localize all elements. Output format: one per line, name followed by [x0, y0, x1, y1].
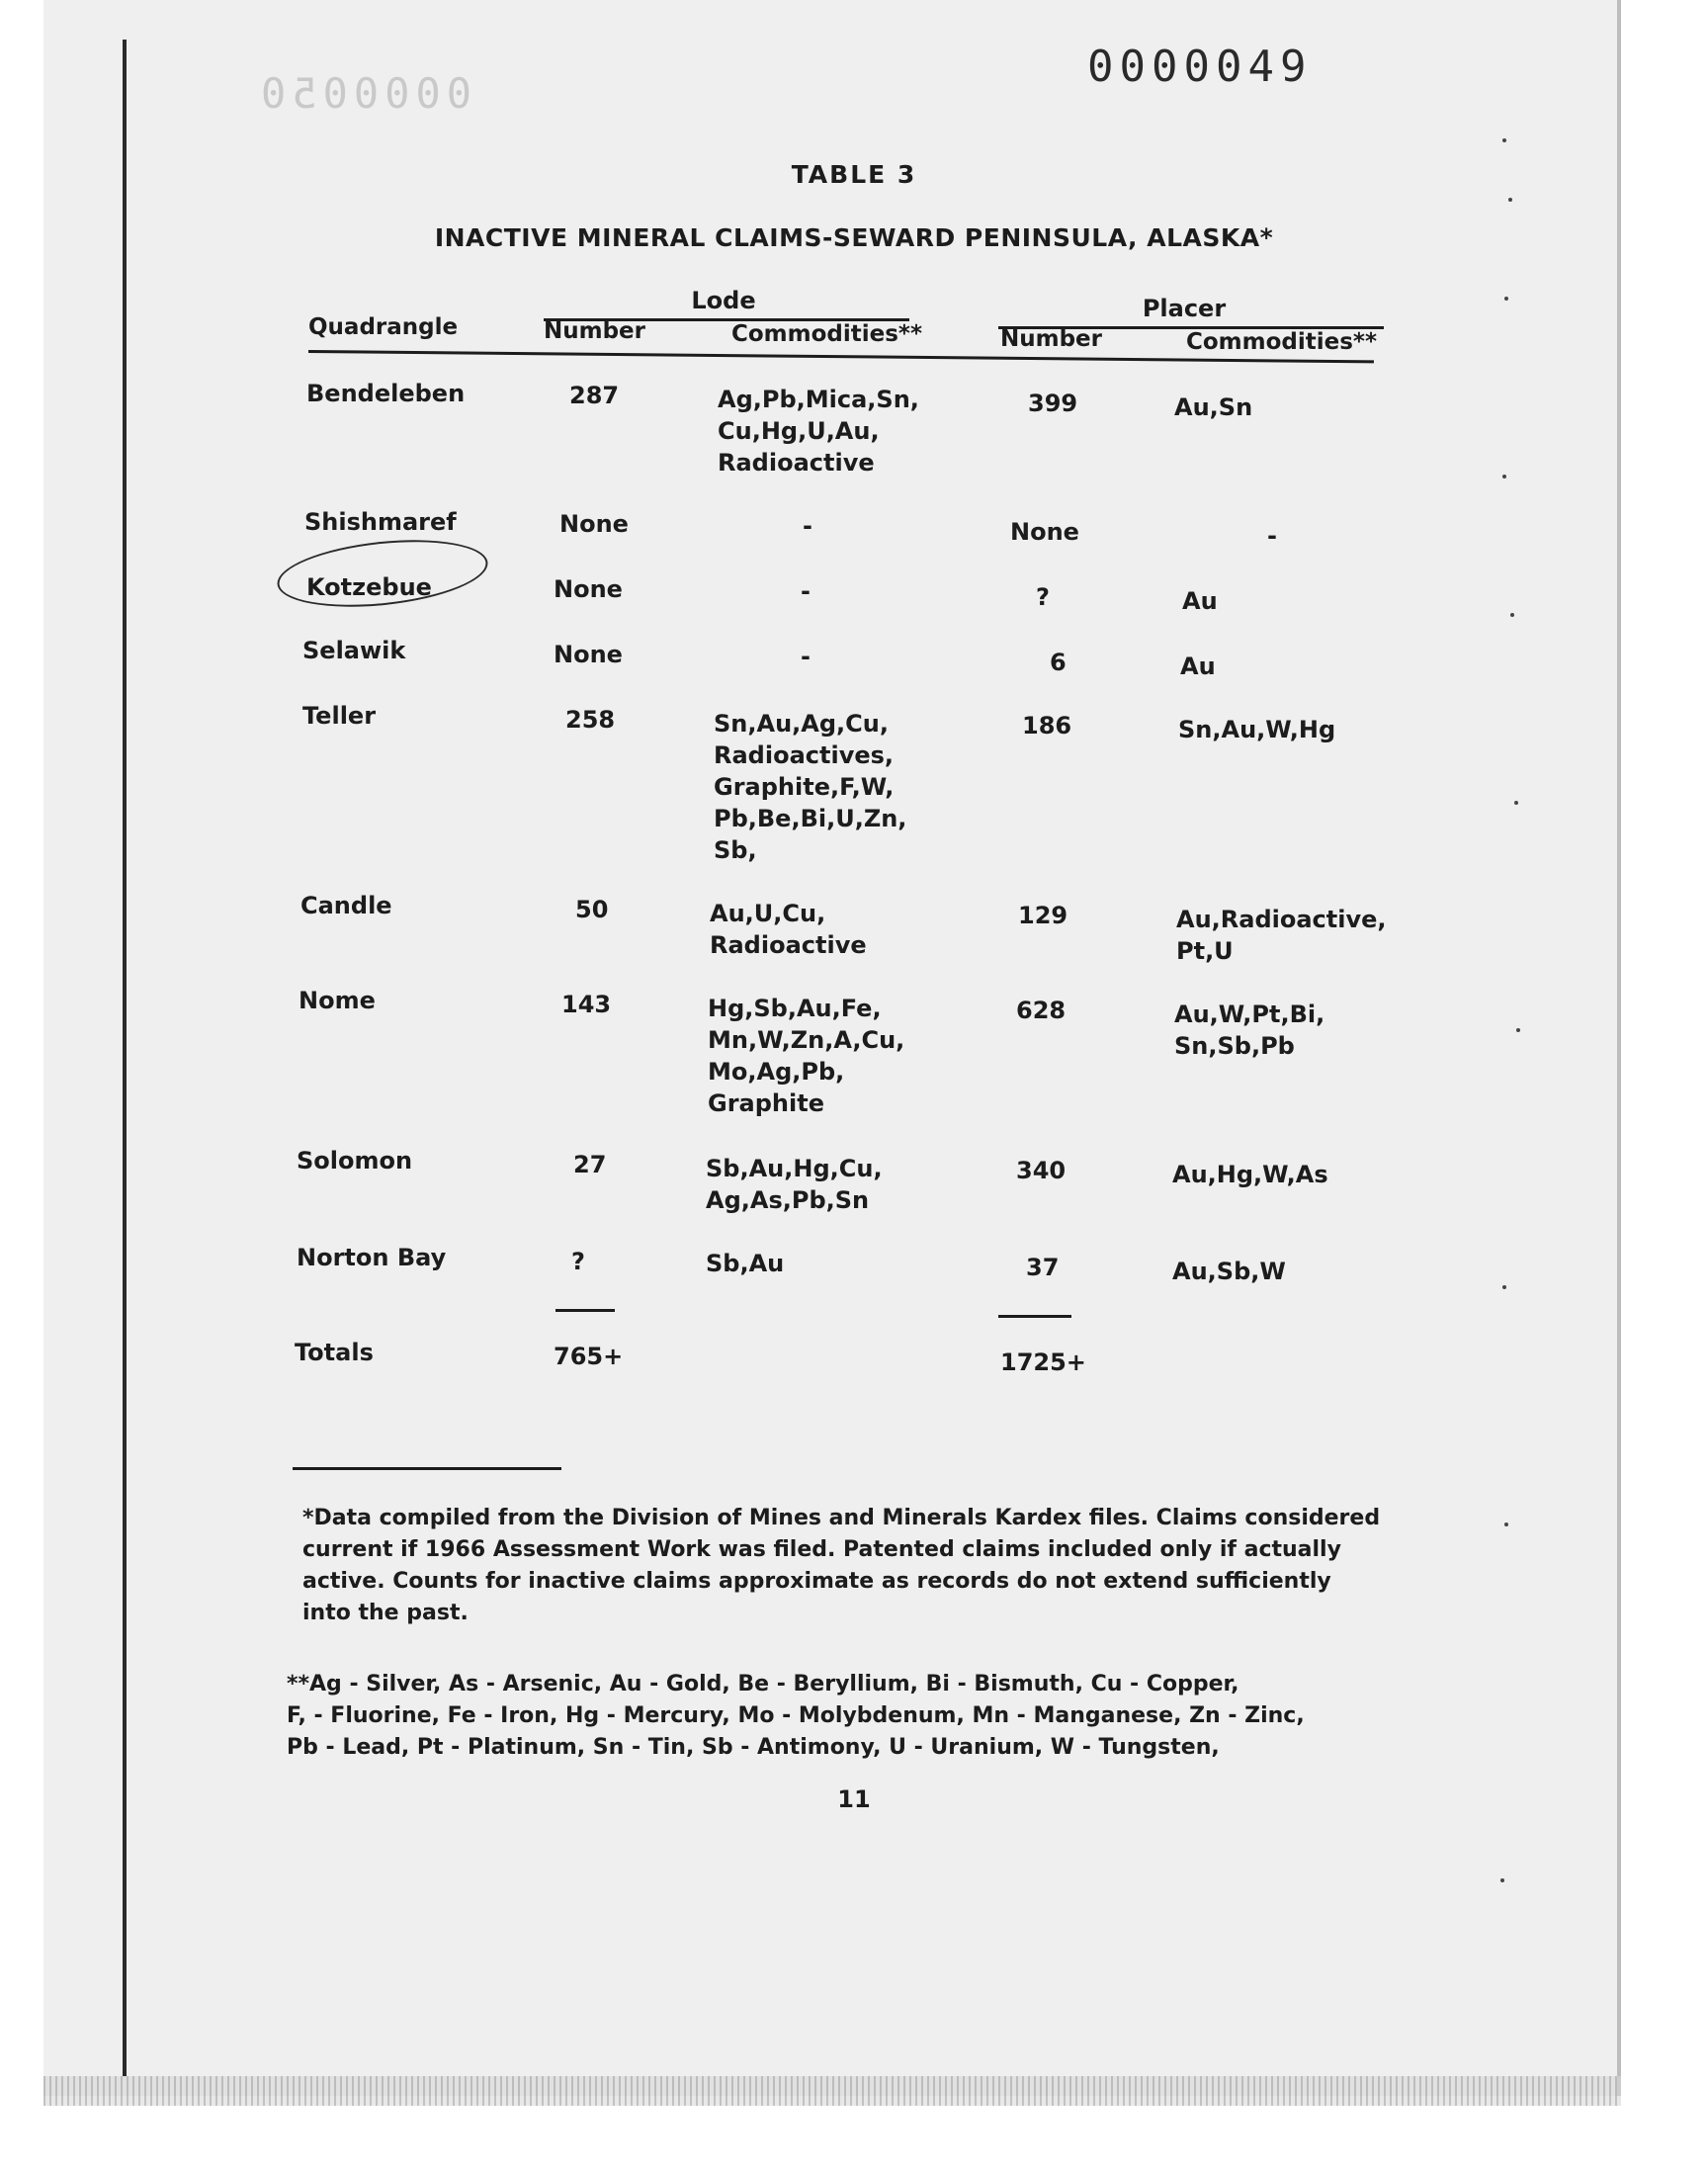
row-norton-bay-quadrangle: Norton Bay [297, 1244, 447, 1271]
row-kotzebue-lode-commodities: - [801, 577, 811, 605]
row-shishmaref-quadrangle: Shishmaref [304, 508, 457, 536]
row-kotzebue-lode-number: None [554, 575, 623, 603]
page-right-edge [1617, 0, 1621, 2096]
placer-total-rule [998, 1315, 1071, 1318]
header-lode-number: Number [544, 318, 645, 344]
row-norton-bay-placer-number: 37 [1026, 1254, 1060, 1281]
bleed-through-stamp: 0000050 [255, 69, 472, 118]
row-nome-lode-number: 143 [561, 991, 612, 1018]
row-solomon-quadrangle: Solomon [297, 1147, 413, 1174]
scan-speck [1502, 1285, 1506, 1289]
row-norton-bay-lode-commodities: Sb,Au [706, 1250, 785, 1277]
row-selawik-placer-commodities: Au [1180, 652, 1216, 680]
row-solomon-placer-commodities: Au,Hg,W,As [1172, 1161, 1328, 1188]
row-kotzebue-placer-commodities: Au [1182, 587, 1218, 615]
row-candle-quadrangle: Candle [300, 892, 392, 919]
row-candle-placer-commodities: Au,Radioactive, Pt,U [1176, 906, 1387, 965]
scan-speck [1500, 1878, 1504, 1882]
row-nome-placer-commodities: Au,W,Pt,Bi, Sn,Sb,Pb [1174, 1000, 1325, 1060]
footnote-data-source: *Data compiled from the Division of Mines and Minerals Kardex files. Claims considered current if 1966 Assessment Work was filed. Patented claims included only if actually active. Counts for inactive claims approximate as records do not extend sufficiently into the past. [302, 1506, 1381, 1625]
totals-label: Totals [295, 1339, 374, 1366]
row-candle-lode-commodities: Au,U,Cu, Radioactive [710, 900, 867, 959]
row-selawik-quadrangle: Selawik [302, 637, 406, 664]
row-candle-placer-number: 129 [1018, 902, 1068, 929]
row-teller-lode-number: 258 [565, 706, 616, 734]
scan-speck [1510, 613, 1514, 617]
row-nome-lode-commodities: Hg,Sb,Au,Fe, Mn,W,Zn,A,Cu, Mo,Ag,Pb, Graphite [708, 995, 905, 1117]
scan-speck [1504, 297, 1508, 301]
header-placer-number: Number [1000, 326, 1102, 352]
row-kotzebue-placer-number: ? [1036, 583, 1050, 611]
row-solomon-lode-number: 27 [573, 1151, 607, 1178]
row-selawik-placer-number: 6 [1050, 649, 1067, 676]
row-shishmaref-lode-commodities: - [803, 512, 812, 540]
header-quadrangle: Quadrangle [308, 314, 459, 340]
header-placer-commodities: Commodities** [1186, 329, 1377, 355]
lode-total-rule [555, 1309, 615, 1312]
footnote-element-legend: **Ag - Silver, As - Arsenic, Au - Gold, Be - Beryllium, Bi - Bismuth, Cu - Copper, F, - Fluorine, Fe - Iron, Hg - Mercury, Mo - Molybdenum, Mn - Manganese, Zn - Zinc, Pb - Lead, Pt - Platinum, Sn - Tin, Sb - Antimony, U - Uranium, W - Tungsten, [287, 1672, 1305, 1760]
row-nome-placer-number: 628 [1016, 997, 1067, 1024]
totals-lode-number: 765+ [554, 1343, 624, 1370]
footnote-separator [293, 1467, 561, 1470]
row-selawik-lode-number: None [554, 641, 623, 668]
scan-speck [1504, 1522, 1508, 1526]
lode-group-heading: Lode [691, 287, 756, 314]
row-solomon-placer-number: 340 [1016, 1157, 1067, 1184]
row-solomon-lode-commodities: Sb,Au,Hg,Cu, Ag,As,Pb,Sn [706, 1155, 883, 1214]
row-teller-placer-number: 186 [1022, 712, 1072, 740]
binding-edge-line [123, 40, 127, 2076]
row-kotzebue-quadrangle: Kotzebue [306, 573, 432, 601]
row-bendeleben-lode-number: 287 [569, 382, 620, 409]
totals-placer-number: 1725+ [1000, 1348, 1086, 1376]
scan-speck [1508, 198, 1512, 202]
row-shishmaref-placer-number: None [1010, 518, 1079, 546]
page-number: 11 [837, 1785, 871, 1813]
row-candle-lode-number: 50 [575, 896, 609, 923]
row-teller-quadrangle: Teller [302, 702, 377, 730]
row-bendeleben-quadrangle: Bendeleben [306, 380, 466, 407]
scan-speck [1502, 475, 1506, 478]
row-shishmaref-lode-number: None [559, 510, 629, 538]
scan-speck [1516, 1028, 1520, 1032]
table-title: INACTIVE MINERAL CLAIMS-SEWARD PENINSULA, ALASKA* [434, 223, 1274, 252]
placer-group-heading: Placer [1142, 295, 1227, 322]
row-norton-bay-lode-number: ? [571, 1248, 585, 1275]
table-label: TABLE 3 [791, 160, 917, 189]
row-bendeleben-lode-commodities: Ag,Pb,Mica,Sn, Cu,Hg,U,Au, Radioactive [718, 386, 919, 477]
row-selawik-lode-commodities: - [801, 643, 811, 670]
header-lode-commodities: Commodities** [731, 321, 922, 347]
row-norton-bay-placer-commodities: Au,Sb,W [1172, 1258, 1286, 1285]
row-bendeleben-placer-number: 399 [1028, 390, 1078, 417]
row-nome-quadrangle: Nome [299, 987, 376, 1014]
row-shishmaref-placer-commodities: - [1267, 522, 1277, 550]
row-teller-lode-commodities: Sn,Au,Ag,Cu, Radioactives, Graphite,F,W, Pb,Be,Bi,U,Zn, Sb, [714, 710, 907, 864]
row-bendeleben-placer-commodities: Au,Sn [1174, 393, 1253, 421]
scan-speck [1502, 138, 1506, 142]
scan-speck [1514, 801, 1518, 805]
scan-bottom-strip [43, 2076, 1621, 2106]
row-teller-placer-commodities: Sn,Au,W,Hg [1178, 716, 1336, 743]
document-control-number: 0000049 [1087, 42, 1313, 92]
